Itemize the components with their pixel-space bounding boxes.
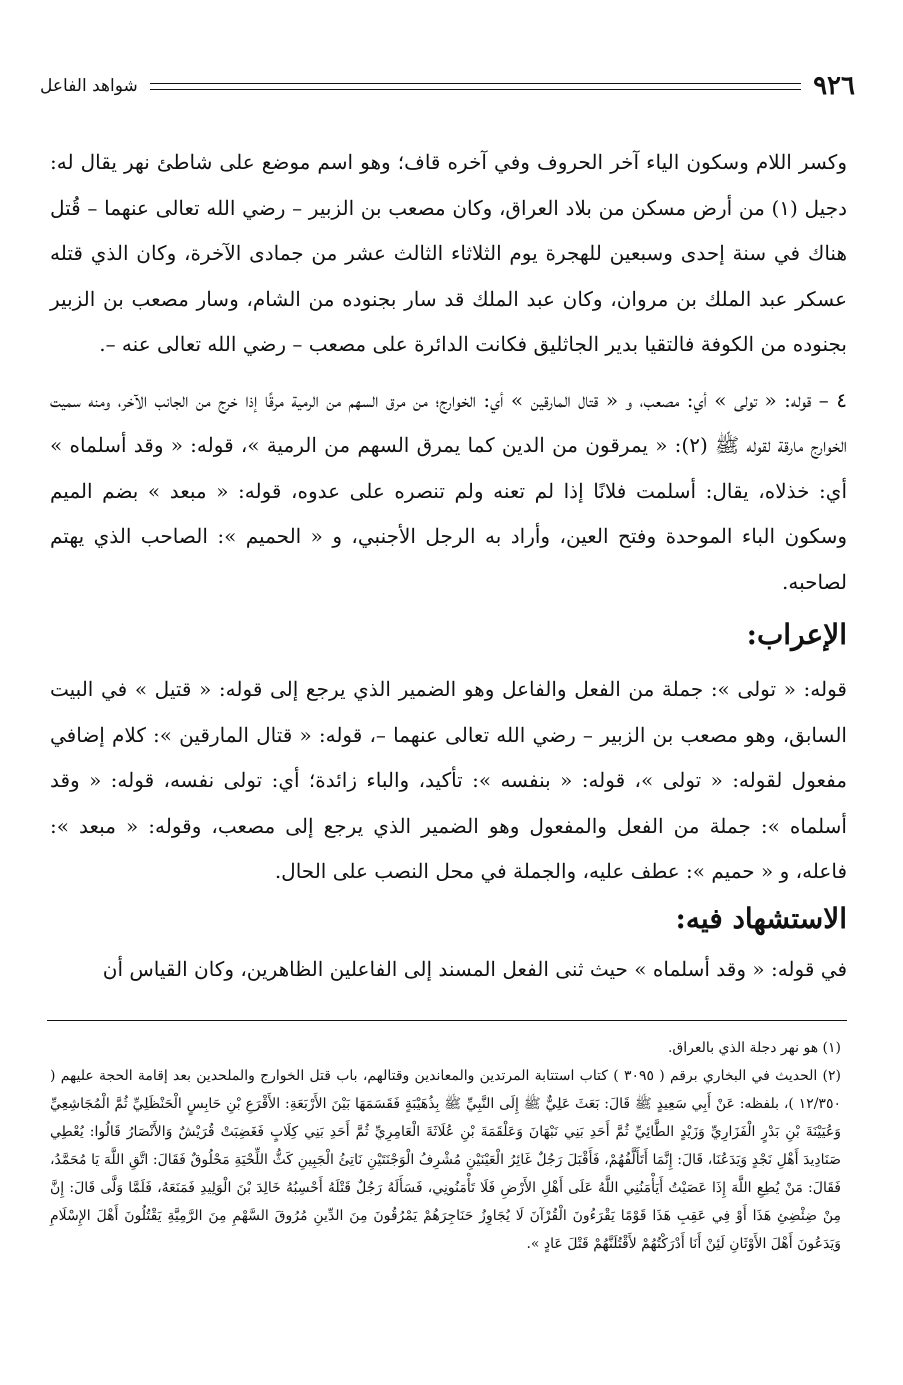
paragraph-explanation: ٤ – قوله: « تولى » أي: مصعب، و « قتال المارقين » أي: الخوارج؛ من مرق السهم من الرمية مرقًا إذا خرج من الجانب الآخر، ومنه سميت الخوارج مارقة لقوله ﷺ (٢): « يمرقون من الدين كما يمرق السهم من الرمية »، قوله: « وقد أسلماه » أي: خذلاه، يقال: أسلمت فلانًا إذا لم تعنه ولم تنصره على عدوه، قوله: « مبعد » بضم الميم وسكون الباء الموحدة وفتح العين، وأراد به الرجل الأجنبي، و « الحميم »: الصاحب الذي يهتم لصاحبه.	[50, 387, 847, 594]
header-rule	[150, 83, 801, 90]
paragraph-commentary: وكسر اللام وسكون الياء آخر الحروف وفي آخره قاف؛ وهو اسم موضع على شاطئ نهر يقال له: دجيل (١) من أرض مسكن من بلاد العراق، وكان مصعب بن الزبير – رضي الله تعالى عنهما – قُتل هناك في سنة إحدى وسبعين للهجرة يوم الثلاثاء الثالث عشر من جمادى الآخرة، وكان الذي قتله عسكر عبد الملك بن مروان، وكان عبد الملك قد سار بجنوده من الشام، وسار مصعب بن الزبير بجنوده من الكوفة فالتقيا بدير الجاثليق فكانت الدائرة على مصعب – رضي الله تعالى عنه –.	[50, 150, 847, 356]
paragraph-istishhad: في قوله: « وقد أسلماه » حيث ثنى الفعل المسند إلى الفاعلين الظاهرين، وكان القياس أن	[102, 956, 847, 981]
footnote-1: (١) هو نهر دجلة الذي بالعراق.	[667, 1040, 841, 1056]
paragraph-irab: قوله: « تولى »: جملة من الفعل والفاعل وهو الضمير الذي يرجع إلى قوله: « قتيل » في البيت السابق، وهو مصعب بن الزبير – رضي الله تعالى عنهما –، قوله: « قتال المارقين »: كلام إضافي مفعول لقوله: « تولى »، قوله: « بنفسه »: تأكيد، والباء زائدة؛ أي: تولى نفسه، قوله: « وقد أسلماه »: جملة من الفعل والمفعول وهو الضمير الذي يرجع إلى مصعب، وقوله: « مبعد »: فاعله، و « حميم »: عطف عليه، والجملة في محل النصب على الحال.	[50, 677, 847, 883]
heading-istishhad: الاستشهاد فيه:	[675, 901, 847, 935]
page-number: ٩٢٦	[813, 71, 855, 101]
footnote-2: (٢) الحديث في البخاري برقم ( ٣٠٩٥ ) كتاب استتابة المرتدين والمعاندين وقتالهم، باب قتل الخوارج والملحدين بعد إقامة الحجة عليهم ( ١٢/٣٥٠ )، بلفظه: عَنْ أَبِي سَعِيدٍ ﷺ قَالَ: بَعَثَ عَلِيٌّ ﷺ إِلَى النَّبِيِّ ﷺ بِذُهَيْبَةٍ فَقَسَمَهَا بَيْنَ الأَرْبَعَةِ: الأَقْرَعِ بْنِ حَابِسٍ الْحَنْظَلِيِّ ثُمَّ الْمُجَاشِعِيِّ وَعُيَيْنَةَ بْنِ بَدْرٍ الْفَزَارِيِّ وَزَيْدٍ الطَّائِيِّ ثُمَّ أَحَدِ بَنِي نَبْهَانَ وَعَلْقَمَةَ بْنِ عُلَاثَةَ الْعَامِرِيِّ ثُمَّ أَحَدِ بَنِي كِلَابٍ فَغَضِبَتْ قُرَيْشٌ وَالأَنْصَارُ قَالُوا: يُعْطِي صَنَادِيدَ أَهْلِ نَجْدٍ وَيَدَعُنَا، قَالَ: إِنَّمَا أَتَأَلَّفُهُمْ، فَأَقْبَلَ رَجُلٌ غَائِرُ الْعَيْنَيْنِ مُشْرِفُ الْوَجْنَتَيْنِ نَاتِئُ الْجَبِينِ كَثُّ اللِّحْيَةِ مَحْلُوقٌ فَقَالَ: اتَّقِ اللَّهَ يَا مُحَمَّدُ، فَقَالَ: مَنْ يُطِعِ اللَّهَ إِذَا عَصَيْتُ أَيَأْمَنُنِي اللَّهُ عَلَى أَهْلِ الأَرْضِ فَلَا تَأْمَنُونِي، فَسَأَلَهُ رَجُلٌ قَتْلَهُ أَحْسِبُهُ خَالِدَ بْنَ الْوَلِيدِ فَمَنَعَهُ، فَلَمَّا وَلَّى قَالَ: إِنَّ مِنْ ضِئْضِئِ هَذَا أَوْ فِي عَقِبِ هَذَا قَوْمًا يَقْرَءُونَ الْقُرْآنَ لَا يُجَاوِزُ حَنَاجِرَهُمْ يَمْرُقُونَ مِنَ الدِّينِ مُرُوقَ السَّهْمِ مِنَ الرَّمِيَّةِ يَقْتُلُونَ أَهْلَ الإِسْلَامِ وَيَدَعُونَ أَهْلَ الأَوْثَانِ لَئِنْ أَنَا أَدْرَكْتُهُمْ لأَقْتُلَنَّهُمْ قَتْلَ عَادٍ ».	[50, 1068, 841, 1252]
heading-irab: الإعراب:	[746, 618, 847, 651]
main-text	[50, 140, 847, 992]
page-header	[40, 66, 855, 106]
footnote-separator	[47, 1020, 847, 1021]
running-title: شواهد الفاعل	[40, 76, 138, 96]
footnotes	[50, 1034, 841, 1258]
